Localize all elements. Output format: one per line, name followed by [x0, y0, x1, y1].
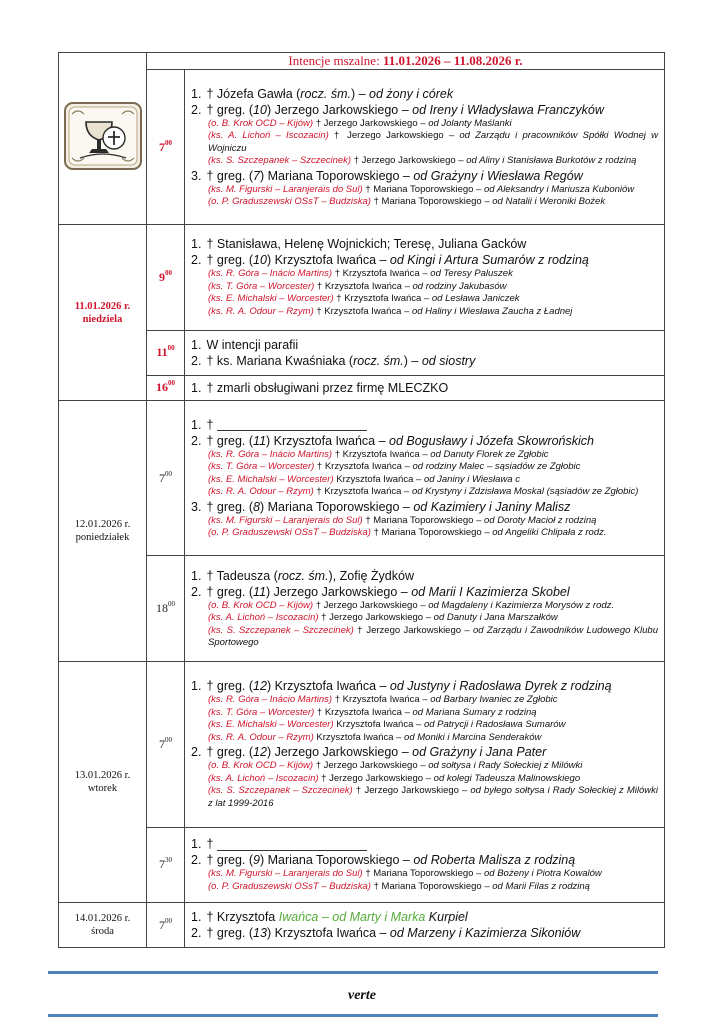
priest-location: (ks. A. Lichoń – Iscozacin): [208, 772, 319, 784]
mass-time-minutes: 00: [165, 916, 172, 925]
intention: [191, 678, 658, 694]
mass-time: [147, 70, 185, 225]
sub-intention-donor: od Danuty i Jana Marszałków: [433, 612, 558, 623]
day-date: 14.01.2026 r.: [74, 913, 131, 925]
intention-number: 2.: [191, 253, 202, 268]
sub-intention: [191, 760, 658, 773]
mass-time: [147, 330, 185, 375]
intention-text: † greg. (: [206, 499, 254, 514]
day-date-cell: [59, 225, 147, 401]
intention-note: 8: [253, 499, 260, 514]
sub-intention-donor: od Haliny i Wiesława Zaucha z Ładnej: [411, 305, 573, 317]
intention-note: 11: [253, 433, 267, 448]
sub-intention-deceased: † Krzysztofa Iwańca –: [333, 293, 432, 305]
intention-text: † greg. (: [206, 433, 254, 448]
intention-note: 9: [253, 853, 260, 868]
sub-intention: [191, 527, 658, 540]
intention-donor: od Kazimiery i Janiny Malisz: [413, 499, 571, 514]
intention: [191, 380, 658, 396]
intention-text: †: [206, 417, 217, 432]
sub-intention-deceased: † Jerzego Jarkowskiego –: [328, 130, 460, 142]
sub-intention-donor: od Mariana Sumary z rodziną: [412, 706, 537, 718]
intention-text: † Tadeusza (: [206, 568, 278, 583]
mass-time-hour: 7: [159, 917, 165, 932]
day-weekday: środa: [91, 926, 114, 938]
sub-intention-deceased: † Jerzego Jarkowskiego –: [353, 624, 473, 636]
intention-number: 1.: [191, 380, 202, 395]
intention-note: 12: [253, 679, 267, 694]
intentions-cell: [185, 661, 665, 827]
intention-text: † greg. (: [206, 926, 254, 941]
sub-intention-donor: od sołtysa i Rady Sołeckiej z Milówki: [428, 760, 583, 772]
priest-location: (ks. M. Figurski – Laranjerais do Sul): [208, 868, 363, 880]
priest-location: (ks. R. A. Odour – Rzym): [208, 305, 314, 317]
intention-text-cont: ), Zofię Żydków: [328, 568, 414, 583]
intention: [191, 353, 658, 369]
sub-intention: [191, 719, 658, 732]
sub-intention-donor: od Moniki i Marcina Senderaków: [404, 731, 542, 743]
sub-intention: [191, 449, 658, 462]
verte-label: verte: [348, 988, 376, 1003]
intention-donor: od Roberta Malisza z rodziną: [413, 853, 576, 868]
priest-location: (o. B. Krok OCD – Kijów): [208, 599, 314, 611]
intention-text-cont: ) Krzysztofa Iwańca –: [266, 679, 390, 694]
intention-donor: od siostry: [421, 353, 476, 368]
intention-number: 2.: [191, 745, 202, 760]
priest-location: (ks. E. Michalski – Worcester): [208, 719, 334, 731]
intention-number: 1.: [191, 679, 202, 694]
mass-time-minutes: 00: [168, 379, 175, 388]
intentions-cell: [185, 903, 665, 948]
footer-rule-bottom: [48, 1014, 658, 1017]
sub-intention: [191, 785, 658, 810]
sub-intention-donor: od Angeliki Chlipała z rodz.: [492, 527, 607, 539]
intention: [191, 852, 658, 868]
sub-intention-donor: od Natalii i Weroniki Bożek: [492, 196, 606, 208]
intention-text-cont: ) Krzysztofa Iwańca –: [266, 433, 389, 448]
intention-text: † greg. (: [206, 584, 254, 599]
priest-location: (ks. A. Lichoń – Iscozacin): [208, 612, 319, 623]
mass-time-minutes: 00: [165, 735, 172, 744]
mass-time-hour: 16: [156, 380, 168, 395]
day-date-cell: [59, 401, 147, 662]
sub-intention-deceased: † Krzysztofa Iwańca –: [314, 706, 413, 718]
intention-number: 1.: [191, 837, 202, 852]
intention-note: 12: [253, 745, 267, 760]
intention-donor: od Bogusławy i Józefa Skowrońskich: [389, 433, 594, 448]
mass-time-hour: 11: [156, 345, 168, 360]
intention-text-cont: ) –: [403, 353, 422, 368]
sub-intention: [191, 196, 658, 209]
priest-location: (o. B. Krok OCD – Kijów): [208, 760, 314, 772]
sub-intention: [191, 612, 658, 625]
intention: [191, 433, 658, 449]
sub-intention-deceased: Krzysztofa Iwańca –: [313, 731, 405, 743]
sub-intention-deceased: † Jerzego Jarkowskiego –: [318, 612, 434, 623]
intention-number: 2.: [191, 102, 202, 117]
sub-intention-donor: od byłego sołtysa i Rady Sołeckiej z Milówki z lat 1999-2016: [208, 785, 658, 809]
sub-intention-deceased: † Krzysztofa Iwańca –: [313, 305, 412, 317]
sub-intention: [191, 130, 658, 155]
intentions-cell: [185, 827, 665, 902]
sub-intention: [191, 773, 658, 786]
intention-text: † greg. (: [206, 102, 254, 117]
mass-time: [147, 661, 185, 827]
mass-time: [147, 556, 185, 662]
sub-intention: [191, 732, 658, 745]
sub-intention-donor: od Marii Filas z rodziną: [492, 880, 590, 892]
intention: [191, 252, 658, 268]
intentions-cell: [185, 556, 665, 662]
intentions-cell: [185, 70, 665, 225]
sub-intention: [191, 625, 658, 650]
mass-time-hour: 7: [159, 857, 165, 872]
intention-note: rocz. śm.: [277, 568, 329, 583]
sub-intention: [191, 868, 658, 881]
mass-time: [147, 827, 185, 902]
intentions-cell: [185, 375, 665, 400]
sub-intention-donor: od Jolanty Maślanki: [428, 117, 512, 129]
sub-intention-donor: od kolegi Tadeusza Malinowskiego: [433, 772, 581, 784]
day-date-cell: [59, 903, 147, 948]
title-range: 11.01.2026 – 11.08.2026 r.: [382, 53, 523, 68]
intention-donor: od Grażyny i Jana Pater: [412, 745, 547, 760]
blank-line: [217, 420, 367, 431]
sub-intention: [191, 268, 658, 281]
sub-intention-donor: od Doroty Macioł z rodziną: [484, 514, 597, 526]
intentions-cell: [185, 401, 665, 556]
intentions-cell: [185, 225, 665, 331]
intention-number: 2.: [191, 584, 202, 599]
sub-intention-donor: od Aliny i Stanisława Burkotów z rodziną: [466, 155, 637, 167]
intention-number: 1.: [191, 910, 202, 925]
sub-intention-donor: od Aleksandry i Mariusza Kuboniów: [484, 183, 635, 195]
sub-intention: [191, 184, 658, 197]
intention-text: † ks. Mariana Kwaśniaka (: [206, 353, 354, 368]
sub-intention: [191, 461, 658, 474]
sub-intention-deceased: † Mariana Toporowskiego –: [370, 880, 493, 892]
intention-text-cont: ) Krzysztofa Iwańca –: [266, 926, 390, 941]
intentions-table: [58, 52, 665, 948]
priest-location: (ks. R. A. Odour – Rzym): [208, 731, 314, 743]
intention-text: † Józefa Gawła (: [206, 86, 301, 101]
sub-intention-deceased: † Jerzego Jarkowskiego –: [352, 785, 471, 797]
day-weekday: niedziela: [82, 313, 123, 325]
mass-time-hour: 9: [159, 269, 165, 284]
sub-intention-donor: od rodziny Malec – sąsiadów ze Zgłobic: [412, 461, 581, 473]
intention-note: 13: [253, 926, 267, 941]
intention-donor: od Marii I Kazimierza Skobel: [411, 584, 570, 599]
priest-location: (o. P. Graduszewski OSsT – Budziska): [208, 196, 371, 208]
priest-location: (ks. S. Szczepanek – Szczecinek): [208, 785, 353, 797]
blank-line: [217, 840, 367, 851]
priest-location: (o. P. Graduszewski OSsT – Budziska): [208, 880, 371, 892]
priest-location: (ks. T. Góra – Worcester): [208, 280, 315, 292]
mass-time: [147, 401, 185, 556]
sub-intention: [191, 293, 658, 306]
intention-number: 2.: [191, 433, 202, 448]
intention-number: 2.: [191, 853, 202, 868]
priest-location: (ks. R. A. Odour – Rzym): [208, 486, 314, 498]
intention-number: 2.: [191, 926, 202, 941]
intention-note: rocz. śm.: [353, 353, 404, 368]
day-weekday: wtorek: [87, 782, 118, 794]
sub-intention: [191, 694, 658, 707]
intention-donor: od Justyny i Radosława Dyrek z rodziną: [389, 679, 612, 694]
sub-intention-deceased: † Krzysztofa Iwańca –: [332, 448, 431, 460]
intention-donor: Kurpiel: [425, 910, 468, 925]
intention-text: † greg. (: [206, 853, 254, 868]
sub-intention-donor: od Danuty Florek ze Zgłobic: [430, 448, 549, 460]
intention-text: † Stanisława, Helenę Wojnickich; Teresę, Juliana Gacków: [206, 237, 527, 252]
intention-text: † greg. (: [206, 745, 254, 760]
intention: [191, 102, 658, 118]
sub-intention-donor: od Patrycji i Radosława Sumarów: [423, 719, 566, 731]
intention-donor: od Grażyny i Wiesława Regów: [413, 168, 583, 183]
mass-time-hour: 7: [159, 470, 165, 485]
intention-text-cont: ) Krzysztofa Iwańca –: [266, 253, 390, 268]
mass-time-minutes: 00: [165, 469, 172, 478]
priest-location: (ks. A. Lichoń – Iscozacin): [208, 130, 329, 142]
sub-intention: [191, 707, 658, 720]
page-title: [147, 53, 665, 70]
intention-text: † greg. (: [206, 253, 254, 268]
priest-location: (ks. T. Góra – Worcester): [208, 706, 315, 718]
sub-intention: [191, 474, 658, 487]
chalice-host-cross-icon: [64, 102, 142, 170]
intention-text-cont: ) Jerzego Jarkowskiego –: [266, 102, 413, 117]
intention: [191, 909, 658, 925]
sub-intention-deceased: † Jerzego Jarkowskiego –: [318, 772, 434, 784]
intention-text: † greg. (: [206, 168, 254, 183]
intention-text-cont: ) Jerzego Jarkowskiego –: [266, 745, 413, 760]
intention: [191, 584, 658, 600]
sub-intention-deceased: † Jerzego Jarkowskiego –: [313, 599, 429, 611]
intention: [191, 236, 658, 252]
sub-intention-deceased: Krzysztofa Iwańca –: [333, 719, 424, 731]
sub-intention-deceased: † Jerzego Jarkowskiego –: [313, 117, 429, 129]
intention-text-cont: ) Jerzego Jarkowskiego –: [266, 584, 412, 599]
intention-text: † zmarli obsługiwani przez firmę MLECZKO: [206, 380, 449, 395]
intention-note: 10: [253, 253, 267, 268]
mass-time-hour: 7: [159, 736, 165, 751]
sub-intention-donor: od Zarządu i pracowników Spółki Wodnej w Wojniczu: [208, 130, 658, 154]
sub-intention-deceased: † Krzysztofa Iwańca –: [332, 694, 431, 706]
mass-time: [147, 225, 185, 331]
intention-number: 1.: [191, 417, 202, 432]
sub-intention-deceased: † Krzysztofa Iwańca –: [314, 461, 413, 473]
intention-number: 3.: [191, 168, 202, 183]
mass-time-hour: 18: [156, 601, 168, 615]
sub-intention: [191, 306, 658, 319]
priest-location: (ks. E. Michalski – Worcester): [208, 473, 334, 485]
footer-rule-top: [48, 971, 658, 974]
priest-location: (ks. S. Szczepanek – Szczecinek): [208, 155, 352, 167]
sub-intention-deceased: † Mariana Toporowskiego –: [370, 527, 493, 539]
sub-intention-deceased: Krzysztofa Iwańca –: [333, 473, 424, 485]
intentions-cell: [185, 330, 665, 375]
intention-number: 1.: [191, 568, 202, 583]
sub-intention-deceased: † Mariana Toporowskiego –: [362, 868, 484, 880]
intention-text: † greg. (: [206, 679, 254, 694]
intention-text-cont: ) Mariana Toporowskiego –: [260, 499, 414, 514]
sub-intention: [191, 281, 658, 294]
mass-time-minutes: 00: [168, 600, 175, 608]
sub-intention: [191, 881, 658, 894]
sub-intention-donor: od Janiny i Wiesława c: [423, 473, 520, 485]
priest-location: (ks. R. Góra – Inácio Martins): [208, 448, 333, 460]
sub-intention-donor: od Lesława Janiczek: [431, 293, 520, 305]
intention-number: 1.: [191, 86, 202, 101]
sub-intention-deceased: † Mariana Toporowskiego –: [362, 514, 484, 526]
sub-intention-donor: od Zarządu i Zawodników Ludowego Klubu Sportowego: [208, 624, 658, 648]
intention-donor: od żony i córek: [369, 86, 454, 101]
intention: [191, 925, 658, 941]
priest-location: (ks. R. Góra – Inácio Martins): [208, 268, 333, 280]
intention-note: 10: [253, 102, 267, 117]
priest-location: (o. B. Krok OCD – Kijów): [208, 117, 314, 129]
priest-location: (o. P. Graduszewski OSsT – Budziska): [208, 527, 371, 539]
sub-intention-deceased: † Jerzego Jarkowskiego –: [351, 155, 467, 167]
logo-cell: [59, 53, 147, 225]
sub-intention-donor: od Teresy Paluszek: [430, 268, 513, 280]
sub-intention: [191, 486, 658, 499]
title-prefix: Intencje mszalne:: [288, 53, 383, 68]
day-date: 13.01.2026 r.: [74, 769, 131, 781]
intention: [191, 337, 658, 353]
mass-time-minutes: 00: [165, 268, 172, 277]
mass-time: [147, 903, 185, 948]
mass-time-minutes: 00: [167, 344, 175, 353]
day-date: 12.01.2026 r.: [74, 518, 131, 530]
day-weekday: poniedziałek: [75, 531, 130, 543]
priest-location: (ks. S. Szczepanek – Szczecinek): [208, 624, 354, 636]
sub-intention-donor: od Bożeny i Piotra Kowalów: [484, 868, 602, 880]
intention-note: 7: [253, 168, 260, 183]
sub-intention-deceased: † Krzysztofa Iwańca –: [332, 268, 431, 280]
sub-intention-deceased: † Jerzego Jarkowskiego –: [313, 760, 429, 772]
sub-intention: [191, 515, 658, 528]
sub-intention-donor: od rodziny Jakubasów: [412, 280, 507, 292]
priest-location: (ks. M. Figurski – Laranjerais do Sul): [208, 183, 363, 195]
intention: [191, 744, 658, 760]
sub-intention-donor: od Krystyny i Zdzisława Moskal (sąsiadów ze Zgłobic): [411, 486, 639, 498]
sub-intention-deceased: † Krzysztofa Iwańca –: [313, 486, 412, 498]
day-date: 11.01.2026 r.: [74, 300, 131, 312]
intention-text-cont: ) Mariana Toporowskiego –: [260, 168, 414, 183]
priest-location: (ks. M. Figurski – Laranjerais do Sul): [208, 514, 363, 526]
intention-number: 1.: [191, 337, 202, 352]
intention-green-text: Iwańca – od Marty i Marka: [278, 910, 426, 925]
intention-note: 11: [253, 584, 267, 599]
intention: [191, 568, 658, 584]
intention-blank: [191, 417, 658, 433]
intention-number: 1.: [191, 237, 202, 252]
sub-intention-deceased: † Mariana Toporowskiego –: [362, 183, 484, 195]
sub-intention: [191, 600, 658, 613]
intention-note: rocz. śm.: [300, 86, 351, 101]
intention-blank: [191, 836, 658, 852]
priest-location: (ks. T. Góra – Worcester): [208, 461, 315, 473]
mass-time-hour: 7: [159, 139, 165, 154]
intention: [191, 499, 658, 515]
priest-location: (ks. R. Góra – Inácio Martins): [208, 694, 333, 706]
mass-time: [147, 375, 185, 400]
intention-donor: od Marzeny i Kazimierza Sikoniów: [389, 926, 581, 941]
sub-intention: [191, 155, 658, 168]
sub-intention-donor: od Magdaleny i Kazimierza Morysów z rodz.: [428, 599, 615, 611]
intention-number: 2.: [191, 353, 202, 368]
sub-intention-deceased: † Krzysztofa Iwańca –: [314, 280, 413, 292]
day-date-cell: [59, 661, 147, 902]
intention-text: †: [206, 837, 217, 852]
intention-number: 3.: [191, 499, 202, 514]
mass-time-minutes: 00: [165, 138, 172, 147]
sub-intention: [191, 118, 658, 131]
intention-donor: od Ireny i Władysława Franczyków: [412, 102, 604, 117]
intention: [191, 168, 658, 184]
intention-donor: od Kingi i Artura Sumarów z rodziną: [389, 253, 589, 268]
sub-intention-deceased: † Mariana Toporowskiego –: [370, 196, 493, 208]
intention-text: † Krzysztofa: [206, 910, 279, 925]
priest-location: (ks. E. Michalski – Worcester): [208, 293, 334, 305]
sub-intention-donor: od Barbary Iwaniec ze Zgłobic: [430, 694, 558, 706]
intention: [191, 86, 658, 102]
intention-text: W intencji parafii: [206, 337, 299, 352]
mass-time-minutes: 30: [165, 856, 172, 865]
intention-text-cont: ) Mariana Toporowskiego –: [260, 853, 414, 868]
intention-text-cont: ) –: [350, 86, 370, 101]
